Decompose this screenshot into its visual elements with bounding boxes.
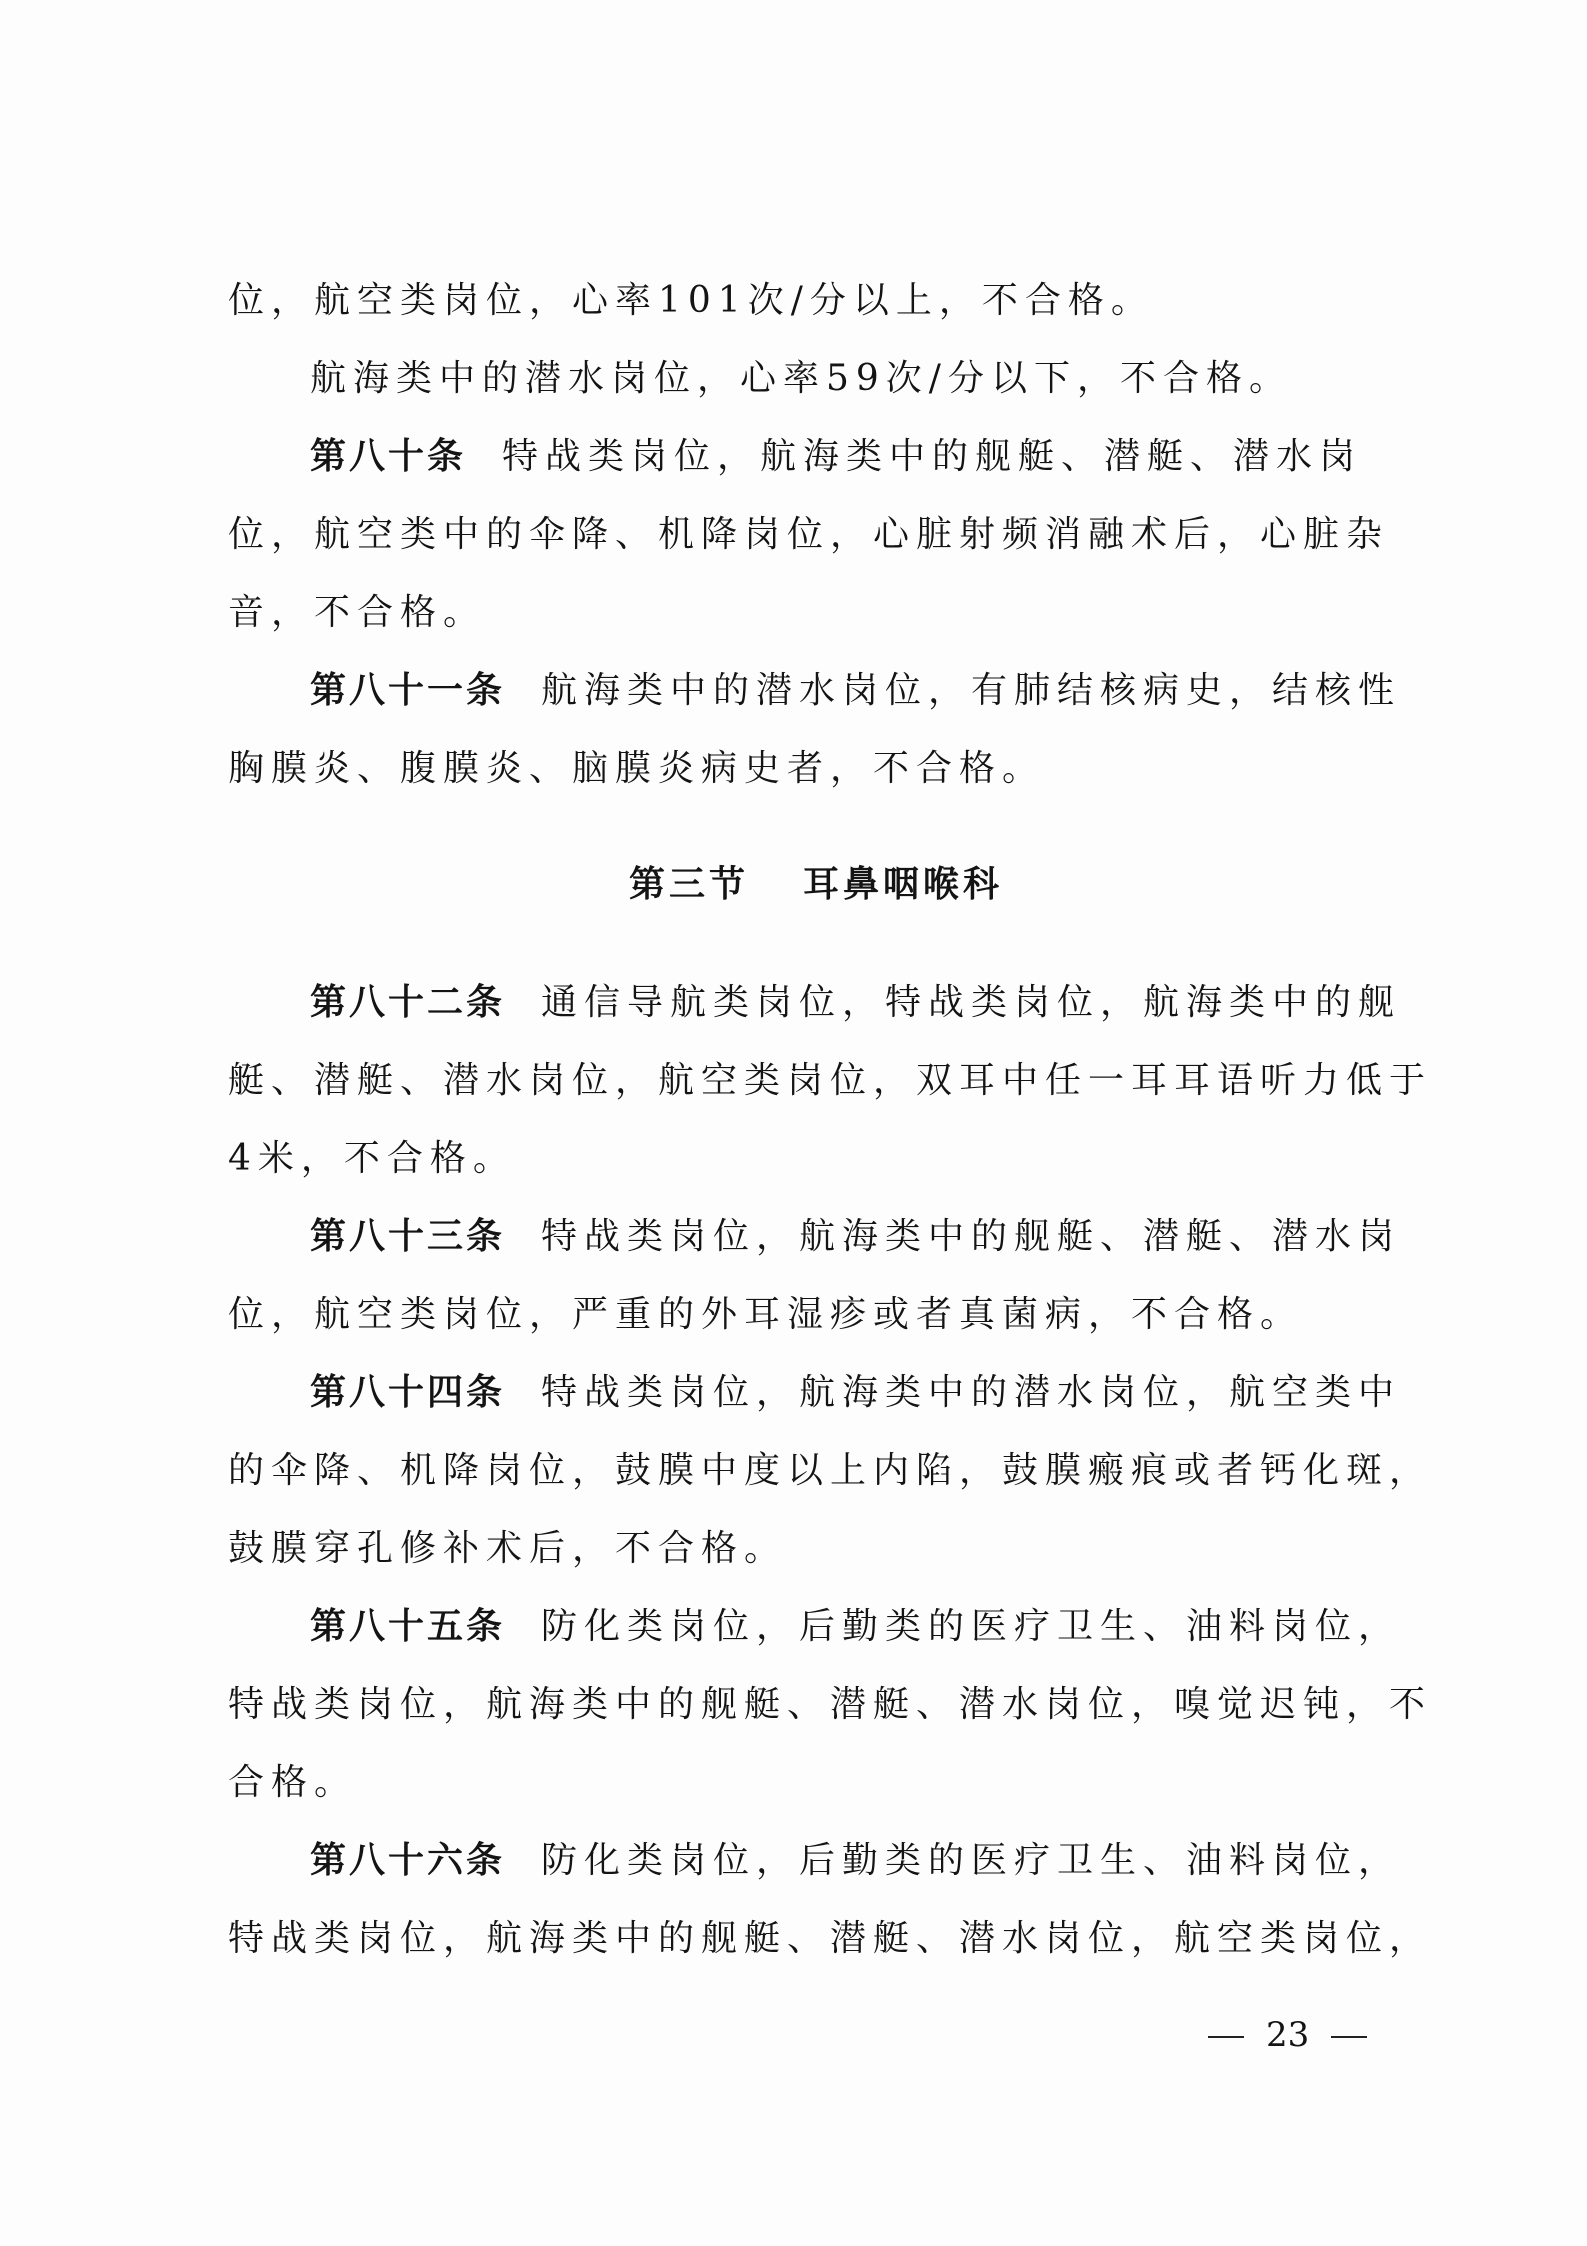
line-text: 合格。: [228, 1762, 358, 1803]
section-title: [228, 846, 1404, 924]
line-text: 防化类岗位，后勤类的医疗卫生、油料岗位，: [541, 1606, 1402, 1647]
text-line: [228, 730, 1404, 808]
line-text: 航海类中的潜水岗位，有肺结核病史，结核性: [541, 670, 1402, 711]
section-number: 第三节: [628, 864, 749, 905]
line-text: 特战类岗位，航海类中的舰艇、潜艇、潜水岗位，航空类岗位，: [228, 1918, 1433, 1959]
text-line: [228, 1042, 1433, 1120]
line-text: 航海类中的潜水岗位，心率59次/分以下，不合格。: [310, 358, 1292, 399]
line-text: 特战类岗位，航海类中的舰艇、潜艇、潜水岗: [502, 436, 1363, 477]
article-85: [228, 1588, 1404, 1666]
text-line: [228, 1510, 1404, 1588]
section-name: 耳鼻咽喉科: [803, 864, 1004, 905]
article-heading: 第八十二条: [310, 982, 506, 1023]
page-number-dash-left: [1208, 2036, 1244, 2038]
article-83: [228, 1198, 1404, 1276]
text-line: [228, 1432, 1433, 1510]
text-line: [228, 496, 1404, 574]
article-81: [228, 652, 1404, 730]
line-text: 4米，不合格。: [228, 1138, 516, 1179]
line-text: 音，不合格。: [228, 592, 487, 633]
line-text: 防化类岗位，后勤类的医疗卫生、油料岗位，: [541, 1840, 1402, 1881]
text-line: [228, 1120, 1404, 1198]
line-text: 位，航空类岗位，心率101次/分以上，不合格。: [228, 280, 1154, 321]
article-heading: 第八十三条: [310, 1216, 506, 1257]
page-number-value: 23: [1266, 2015, 1310, 2055]
line-text: 特战类岗位，航海类中的舰艇、潜艇、潜水岗位，嗅觉迟钝，不: [228, 1684, 1433, 1725]
article-heading: 第八十五条: [310, 1606, 506, 1647]
line-text: 位，航空类中的伞降、机降岗位，心脏射频消融术后，心脏杂: [228, 514, 1390, 555]
text-line: [228, 1666, 1433, 1744]
line-text: 的伞降、机降岗位，鼓膜中度以上内陷，鼓膜瘢痕或者钙化斑，: [228, 1450, 1433, 1491]
text-line: [228, 340, 1404, 418]
line-text: 位，航空类岗位，严重的外耳湿疹或者真菌病，不合格。: [228, 1294, 1304, 1335]
line-text: 艇、潜艇、潜水岗位，航空类岗位，双耳中任一耳耳语听力低于: [228, 1060, 1433, 1101]
text-line: [228, 1744, 1404, 1822]
document-body: [228, 262, 1433, 1978]
article-heading: 第八十六条: [310, 1840, 506, 1881]
article-heading: 第八十条: [310, 436, 467, 477]
page-number-dash-right: [1331, 2036, 1367, 2038]
line-text: 通信导航类岗位，特战类岗位，航海类中的舰: [541, 982, 1402, 1023]
text-line: [228, 262, 1404, 340]
text-line: [228, 574, 1404, 652]
article-86: [228, 1822, 1404, 1900]
article-heading: 第八十一条: [310, 670, 506, 711]
article-84: [228, 1354, 1404, 1432]
article-82: [228, 964, 1404, 1042]
line-text: 胸膜炎、腹膜炎、脑膜炎病史者，不合格。: [228, 748, 1046, 789]
line-text: 鼓膜穿孔修补术后，不合格。: [228, 1528, 788, 1569]
article-80: [228, 418, 1404, 496]
article-heading: 第八十四条: [310, 1372, 506, 1413]
text-line: [228, 1276, 1404, 1354]
page-number: [1208, 2010, 1367, 2060]
line-text: 特战类岗位，航海类中的潜水岗位，航空类中: [541, 1372, 1402, 1413]
text-line: [228, 1900, 1433, 1978]
line-text: 特战类岗位，航海类中的舰艇、潜艇、潜水岗: [541, 1216, 1402, 1257]
